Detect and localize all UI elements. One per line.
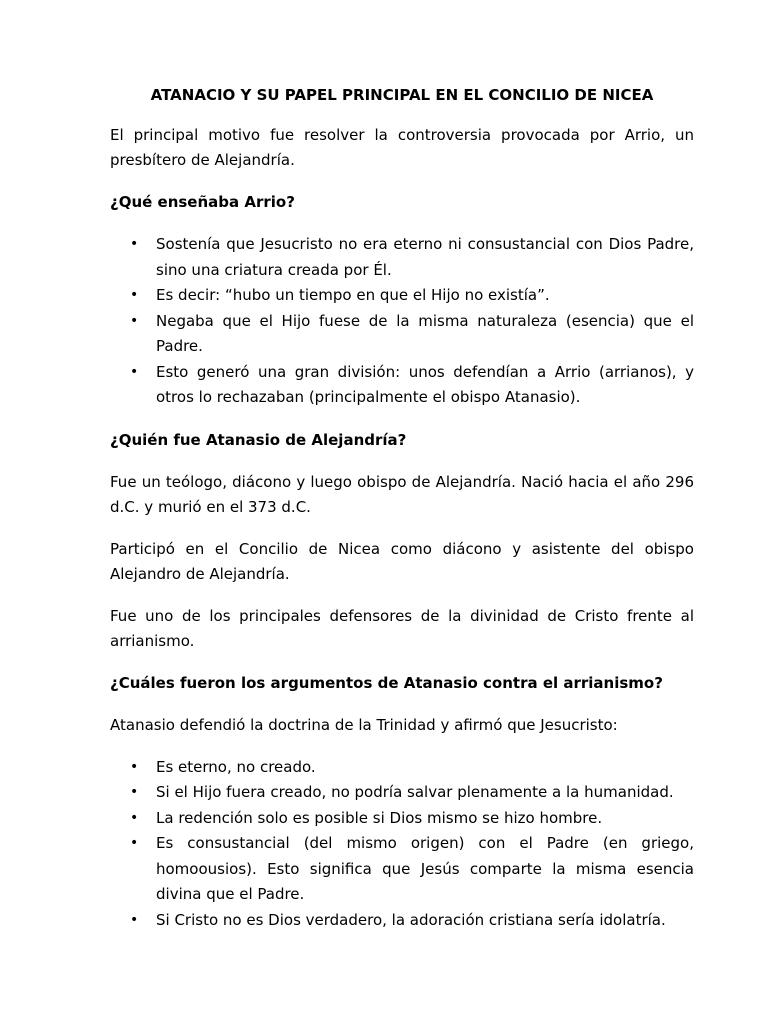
bullet-icon: •	[130, 758, 139, 775]
document-title: ATANACIO Y SU PAPEL PRINCIPAL EN EL CONCILIO DE NICEA	[150, 86, 654, 104]
list-item: • Esto generó una gran división: unos defendían a Arrio (arrianos), y otros lo rechazaban (principalmente el obispo Atanasio).	[110, 360, 694, 411]
list-item: • Es decir: “hubo un tiempo en que el Hijo no existía”.	[110, 283, 694, 309]
list-item: • Si el Hijo fuera creado, no podría salvar plenamente a la humanidad.	[110, 780, 694, 806]
atanasio-paragraph: Fue uno de los principales defensores de la divinidad de Cristo frente al arrianismo.	[110, 606, 694, 650]
bullet-icon: •	[130, 363, 139, 380]
list-item: • Negaba que el Hijo fuese de la misma naturaleza (esencia) que el Padre.	[110, 309, 694, 360]
list-item: • Es eterno, no creado.	[110, 755, 694, 781]
section-heading-arrio: ¿Qué enseñaba Arrio?	[110, 193, 295, 211]
bullet-icon: •	[130, 784, 139, 800]
bullet-icon: •	[130, 287, 139, 303]
list-item: • Si Cristo no es Dios verdadero, la adoración cristiana sería idolatría.	[110, 908, 694, 934]
list-item: • Es consustancial (del mismo origen) con el Padre (en griego, homoousios). Esto significa que Jesús comparte la misma esencia divina que el Padre.	[110, 831, 694, 908]
bullet-icon: •	[130, 911, 139, 928]
section-heading-atanasio: ¿Quién fue Atanasio de Alejandría?	[110, 430, 407, 449]
intro-paragraph: El principal motivo fue resolver la controversia provocada por Arrio, un presbítero de Alejandría.	[110, 126, 694, 169]
argumentos-intro: Atanasio defendió la doctrina de la Trinidad y afirmó que Jesucristo:	[110, 715, 618, 734]
list-item: • Sostenía que Jesucristo no era eterno ni consustancial con Dios Padre, sino una criatura creada por Él.	[110, 232, 694, 283]
document-page	[110, 84, 694, 950]
list-item: • La redención solo es posible si Dios mismo se hizo hombre.	[110, 806, 694, 832]
atanasio-paragraph: Fue un teólogo, diácono y luego obispo de Alejandría. Nació hacia el año 296 d.C. y murió en el 373 d.C.	[110, 472, 694, 516]
bullet-icon: •	[130, 809, 139, 826]
atanasio-paragraph: Participó en el Concilio de Nicea como diácono y asistente del obispo Alejandro de Alejandría.	[110, 539, 694, 583]
bullet-icon: •	[130, 835, 139, 851]
section-heading-argumentos: ¿Cuáles fueron los argumentos de Atanasio contra el arrianismo?	[110, 673, 663, 692]
argumentos-list	[110, 755, 694, 934]
bullet-icon: •	[130, 236, 139, 252]
arrio-teachings-list	[110, 232, 694, 411]
bullet-icon: •	[130, 312, 139, 329]
